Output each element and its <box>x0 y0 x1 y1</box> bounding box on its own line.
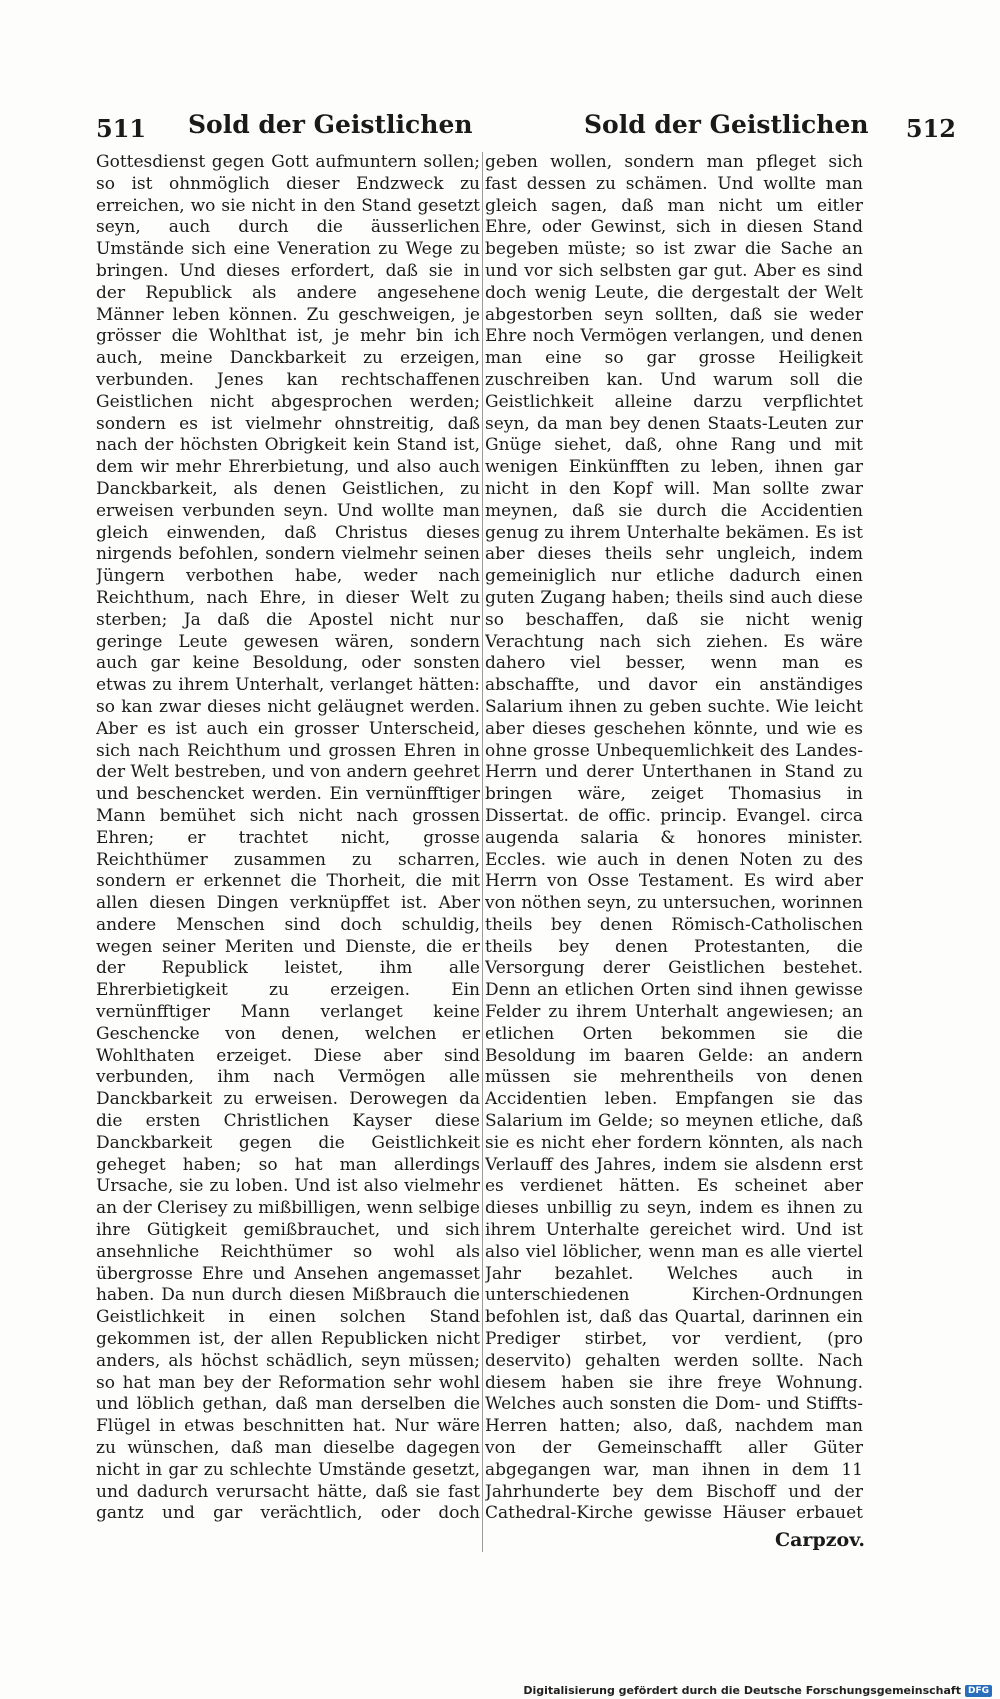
digitization-footer <box>523 1684 992 1697</box>
page-header <box>96 108 956 150</box>
left-running-title: Sold der Geistlichen <box>188 110 473 139</box>
right-column-text: geben wollen, sondern man pfleget sich fast dessen zu schämen. Und wollte man gleich sagen, daß man nicht um eitler Ehre, oder Gewinst, sich in diesen Stand begeben müste; so ist zwar die Sache an und vor sich selbsten gar gut. Aber es sind doch wenig Leute, die dergestalt der Welt abgestorben seyn sollten, daß sie weder Ehre noch Vermögen verlangen, und denen man eine so gar grosse Heiligkeit zuschreiben kan. Und warum soll die Geistlichkeit alleine darzu verpflichtet seyn, da man bey denen Staats-Leuten zur Gnüge siehet, daß, ohne Rang und mit wenigen Einkünfften zu leben, ihnen gar nicht in den Kopf will. Man sollte zwar meynen, daß sie durch die Accidentien genug zu ihrem Unterhalte bekämen. Es ist aber dieses theils sehr ungleich, indem gemeiniglich nur etliche dadurch einen guten Zugang haben; theils sind auch diese so beschaffen, daß sie nicht wenig Verachtung nach sich ziehen. Es wäre dahero viel besser, wenn man es abschaffte, und davor ein anständiges Salarium ihnen zu geben suchte. Wie leicht aber dieses geschehen könnte, und wie es ohne grosse Unbequemlichkeit des Landes-Herrn und derer Unterthanen in Stand zu bringen wäre, zeiget Thomasius in Dissertat. de offic. princip. Evangel. circa augenda salaria & honores minister. Eccles. wie auch in denen Noten zu des Herrn von Osse Testament. Es wird aber von nöthen seyn, zu untersuchen, worinnen theils bey denen Römisch-Catholischen theils bey denen Protestanten, die Versorgung derer Geistlichen bestehet. Denn an etlichen Orten sind ihnen gewisse Felder zu ihrem Unterhalt angewiesen; an etlichen Orten bekommen sie die Besoldung im baaren Gelde: an andern müssen sie mehrentheils von denen Accidentien leben. Empfangen sie das Salarium im Gelde; so meynen etliche, daß sie es nicht eher fordern könnten, als nach Verlauff des Jahres, indem sie alsdenn erst es verdienet hätten. Es scheinet aber dieses unbillig zu seyn, indem es ihnen zu ihrem Unterhalte gereichet wird. Und ist also viel löblicher, wenn man es alle viertel Jahr bezahlet. Welches auch in unterschiedenen Kirchen-Ordnungen befohlen ist, daß das Quartal, darinnen ein Prediger stirbet, vor verdient, (pro deservito) gehalten werden sollte. Nach diesem haben sie ihre freye Wohnung. Welches auch sonsten die Dom- und Stiffts-Herren hatten; also, daß, nachdem man von der Gemeinschafft aller Güter abgegangen war, man ihnen in dem 11 Jahrhunderte bey dem Bischoff und der Cathedral-Kirche gewisse Häuser erbauet <box>485 152 863 1522</box>
column-divider <box>482 152 483 1552</box>
left-page-number: 511 <box>96 114 147 143</box>
right-running-title: Sold der Geistlichen <box>584 110 869 139</box>
left-text-column <box>96 152 480 1522</box>
right-text-column <box>485 152 863 1522</box>
dfg-logo-icon: DFG <box>965 1685 992 1697</box>
footer-credit: Digitalisierung gefördert durch die Deutsche Forschungsgemeinschaft <box>523 1684 961 1697</box>
left-column-text: Gottesdienst gegen Gott aufmuntern sollen; so ist ohnmöglich dieser Endzweck zu erreichen, wo sie nicht in den Stand gesetzt seyn, auch durch die äusserlichen Umstände sich eine Veneration zu Wege zu bringen. Und dieses erfordert, daß sie in der Republick als andere angesehene Männer leben können. Zu geschweigen, je grösser die Wohlthat ist, je mehr bin ich auch, meine Danckbarkeit zu erzeigen, verbunden. Jenes kan rechtschaffenen Geistlichen nicht abgesprochen werden; sondern es ist vielmehr ohnstreitig, daß nach der höchsten Obrigkeit kein Stand ist, dem wir mehr Ehrerbietung, und also auch Danckbarkeit, als denen Geistlichen, zu erweisen verbunden seyn. Und wollte man gleich einwenden, daß Christus dieses nirgends befohlen, sondern vielmehr seinen Jüngern verbothen habe, weder nach Reichthum, nach Ehre, in dieser Welt zu sterben; Ja daß die Apostel nicht nur geringe Leute gewesen wären, sondern auch gar keine Besoldung, oder sonsten etwas zu ihrem Unterhalt, verlanget hätten: so kan zwar dieses nicht geläugnet werden. Aber es ist auch ein grosser Unterscheid, sich nach Reichthum und grossen Ehren in der Welt bestreben, und von andern geehret und beschencket werden. Ein vernünfftiger Mann bemühet sich nicht nach grossen Ehren; er trachtet nicht, grosse Reichthümer zusammen zu scharren, sondern er erkennet die Thorheit, die mit allen diesen Dingen verknüpffet ist. Aber andere Menschen sind doch schuldig, wegen seiner Meriten und Dienste, die er der Republick leistet, ihm alle Ehrerbietigkeit zu erzeigen. Ein vernünfftiger Mann verlanget keine Geschencke von denen, welchen er Wohlthaten erzeiget. Diese aber sind verbunden, ihm nach Vermögen alle Danckbarkeit zu erweisen. Derowegen da die ersten Christlichen Kayser diese Danckbarkeit gegen die Geistlichkeit geheget haben; so hat man allerdings Ursache, sie zu loben. Und ist also vielmehr an der Clerisey zu mißbilligen, wenn selbige ihre Gütigkeit gemißbrauchet, und sich ansehnliche Reichthümer so wohl als übergrosse Ehre und Ansehen angemasset haben. Da nun durch diesen Mißbrauch die Geistlichkeit in einen solchen Stand gekommen ist, der allen Republicken nicht anders, als höchst schädlich, seyn müssen; so hat man bey der Reformation sehr wohl und löblich gethan, daß man derselben die Flügel in etwas beschnitten hat. Nur wäre zu wünschen, daß man dieselbe dagegen nicht in gar zu schlechte Umstände gesetzt, und dadurch verursacht hätte, daß sie fast gantz und gar verächtlich, oder doch <box>96 152 480 1522</box>
author-signature: Carpzov. <box>775 1529 865 1551</box>
right-page-number: 512 <box>905 114 956 143</box>
